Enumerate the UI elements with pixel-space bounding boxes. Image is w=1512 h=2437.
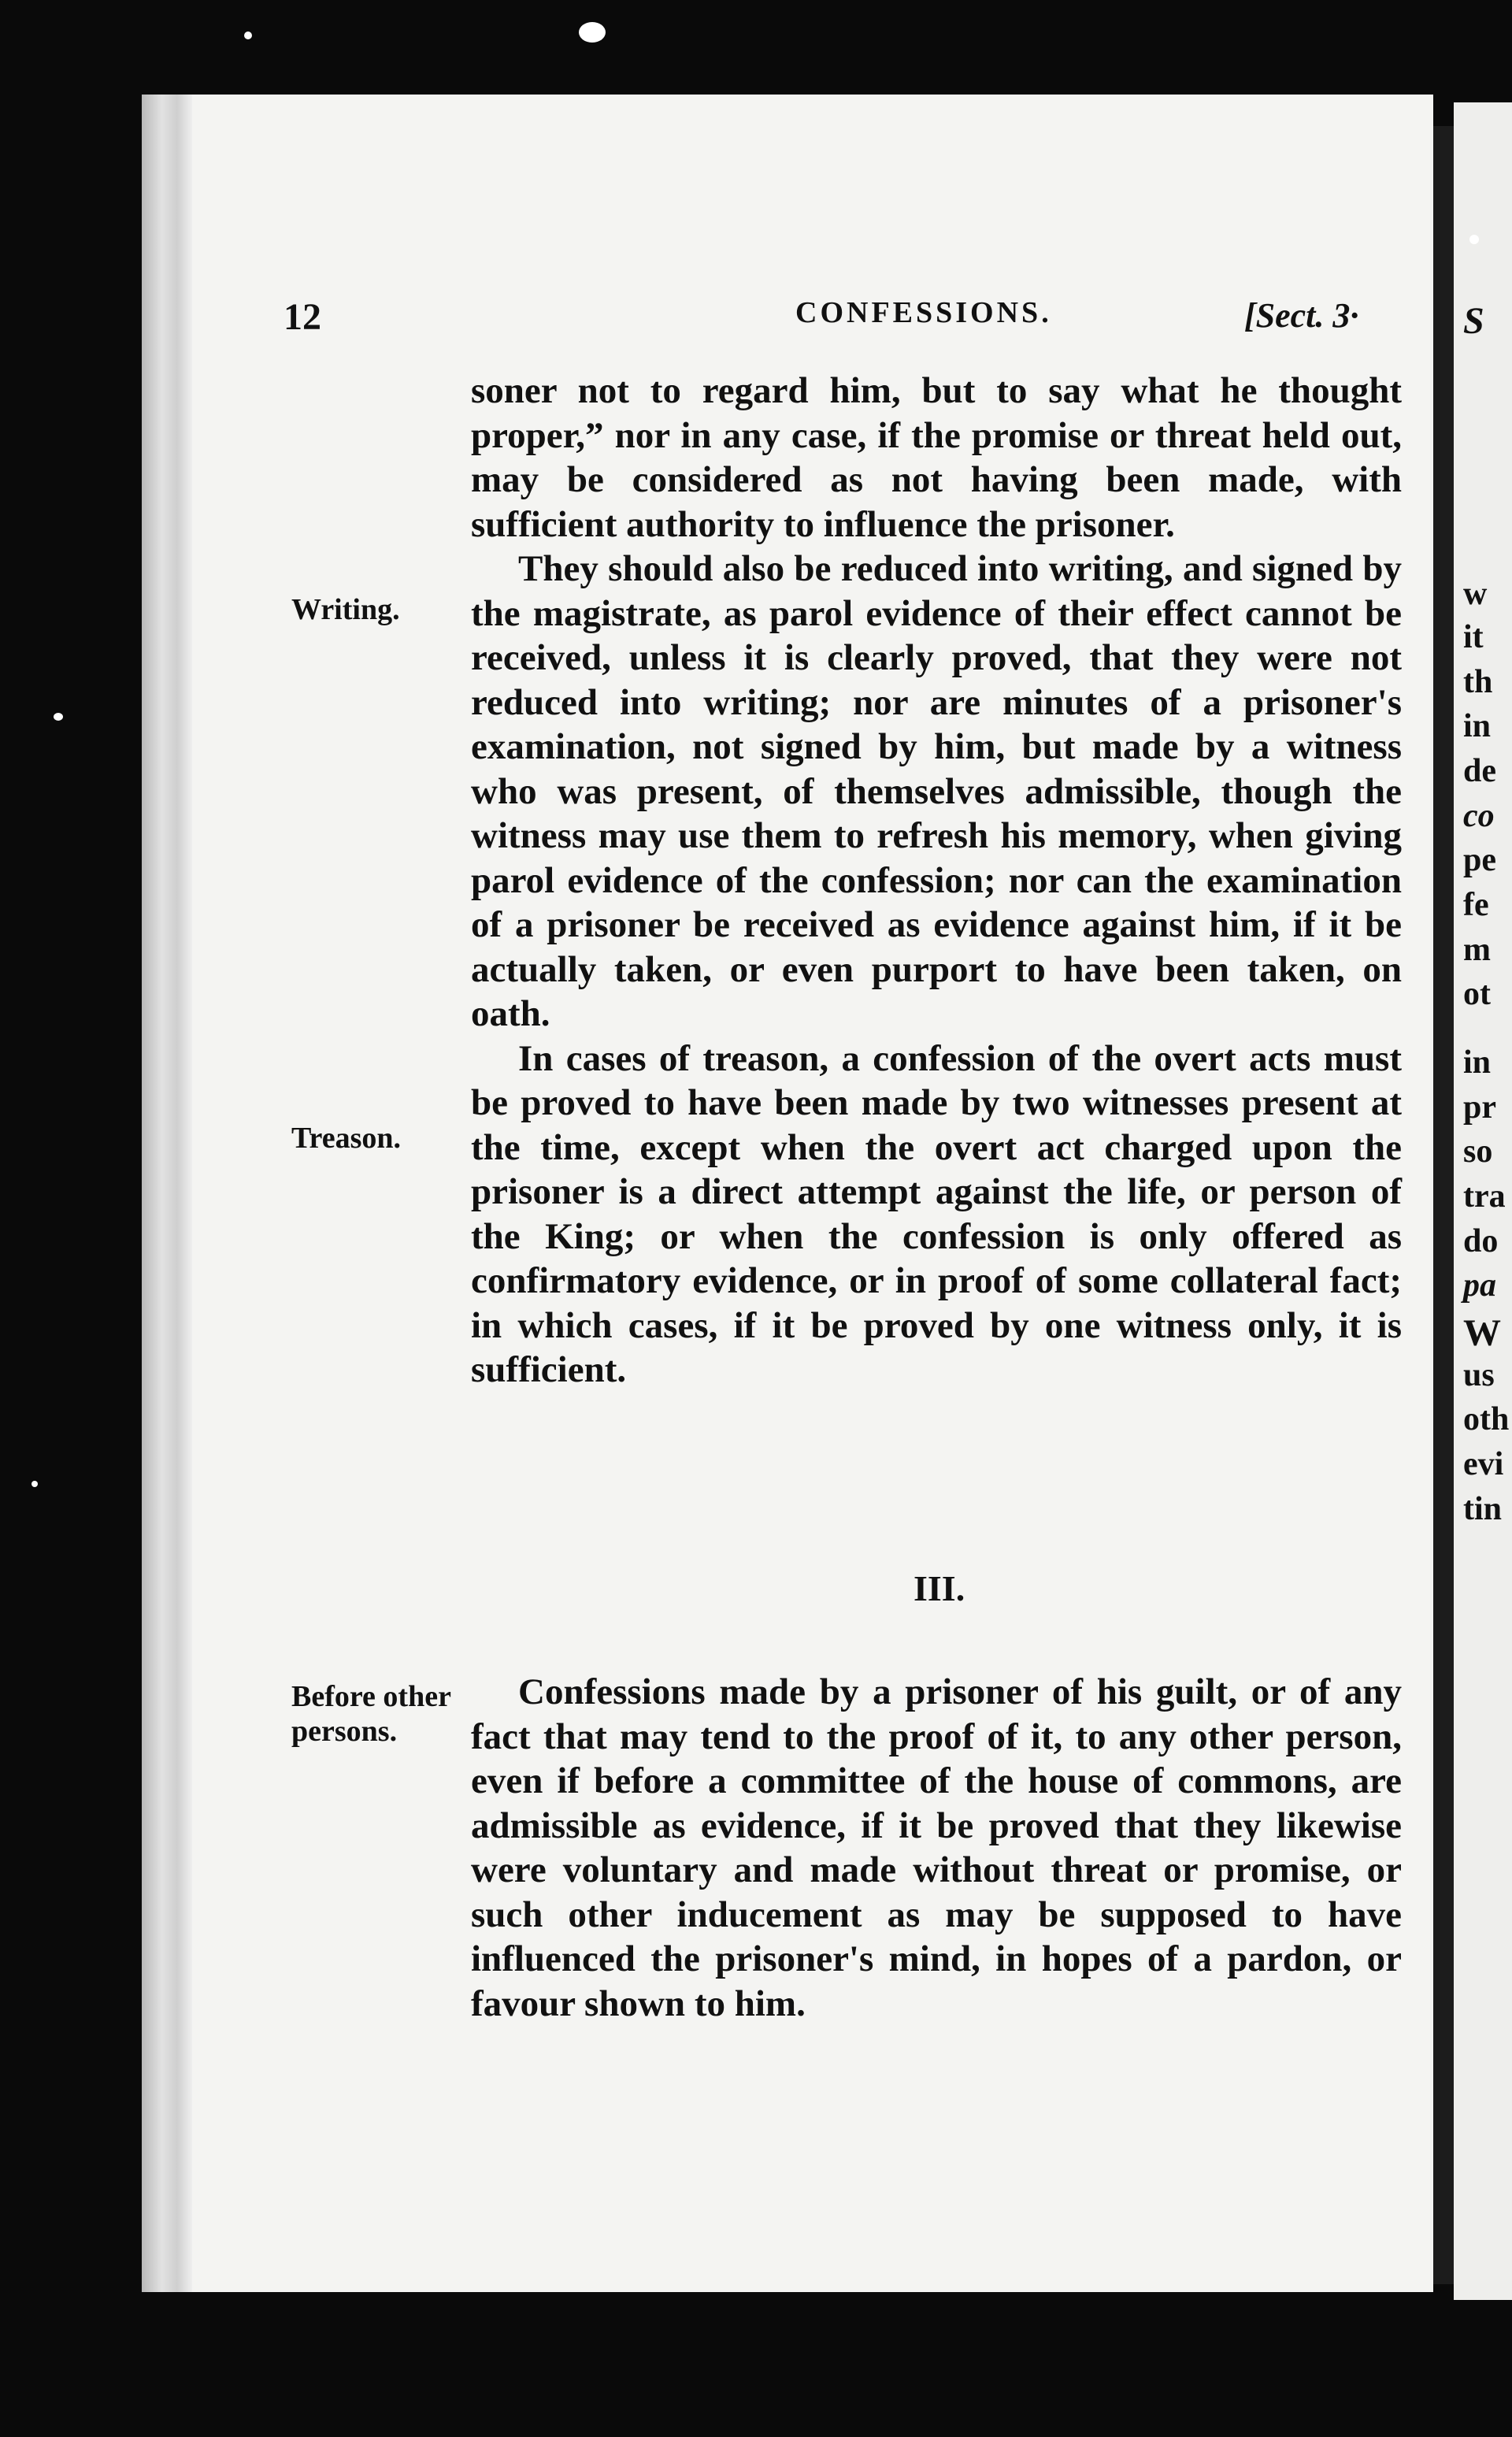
adjacent-fragment: pr (1463, 1089, 1496, 1126)
page-number: 12 (284, 296, 321, 338)
scan-speck (54, 713, 63, 721)
adjacent-fragment: oth (1463, 1401, 1510, 1437)
paragraph-writing: They should also be reduced into writing, and signed by the magistrate, as parol evidence of their effect cannot be received, unless it is clearly proved, that they were not reduced into writing; nor are minutes of a prisoner's examination, not signed by him, but made by a witness who was present, of themselves admissible, though the witness may use them to refresh his memory, when giving parol evidence of the confession; nor can the examination of a prisoner be received as evidence against him, if it be actually taken, or even purport to have been taken, on oath. (471, 548, 1402, 1034)
adjacent-fragment: so (1463, 1133, 1493, 1170)
adjacent-fragment: evi (1463, 1446, 1504, 1482)
paragraph-treason: In cases of treason, a confession of the overt acts must be proved to have been made by two witnesses present at the time, except when the overt act charged upon the prisoner is a direct attempt against the life, or person of the King; or when the confession is only offered as confirmatory evidence, or in proof of some collateral fact; in which cases, if it be proved by one witness only, it is sufficient. (471, 1037, 1402, 1390)
margin-note-writing: Writing. (291, 593, 400, 626)
adjacent-fragment: pa (1463, 1267, 1496, 1304)
adjacent-fragment: do (1463, 1223, 1499, 1259)
adjacent-fragment: th (1463, 664, 1493, 700)
adjacent-fragment: w (1463, 576, 1488, 612)
adjacent-fragment: tin (1463, 1491, 1503, 1527)
adjacent-fragment: tra (1463, 1178, 1506, 1215)
paragraph-continuation: soner not to regard him, but to say what he thought proper,” nor in any case, if the promise or threat held out, may be considered as not having been made, with sufficient authority to influence the prisoner. (471, 370, 1402, 545)
adjacent-fragment: fe (1463, 887, 1489, 923)
scan-speck (244, 32, 252, 39)
margin-note-before-other-persons: Before other persons. (291, 1680, 451, 1748)
adjacent-fragment: us (1463, 1357, 1495, 1393)
adjacent-fragment: pe (1463, 842, 1496, 878)
book-spine-edge (142, 95, 192, 2292)
text-block-bottom (471, 1670, 1402, 2026)
scan-speck (32, 1481, 38, 1487)
section-numeral: III. (914, 1568, 965, 1608)
adjacent-fragment: co (1463, 798, 1495, 834)
adjacent-fragment: in (1463, 1044, 1492, 1081)
adjacent-fragment: ot (1463, 976, 1491, 1012)
scan-speck (1469, 235, 1479, 244)
adjacent-fragment: m (1463, 932, 1491, 968)
page-gutter (1433, 126, 1454, 2284)
scan-speck (579, 22, 606, 43)
adjacent-page-edge (1454, 102, 1512, 2300)
running-title: CONFESSIONS. (795, 296, 1052, 329)
adjacent-fragment: S (1463, 300, 1484, 342)
adjacent-fragment: in (1463, 708, 1492, 744)
section-label: [Sect. 3· (1244, 296, 1359, 335)
adjacent-fragment: de (1463, 753, 1496, 789)
margin-note-treason: Treason. (291, 1122, 401, 1155)
adjacent-fragment: W (1463, 1312, 1501, 1354)
adjacent-fragment: it (1463, 619, 1484, 655)
paragraph-before-other-persons: Confessions made by a prisoner of his guilt, or of any fact that may tend to the proof of it, to any other person, even if before a committee of the house of commons, are admissible as evidence, if it be proved that they likewise were voluntary and made without threat or promise, or such other inducement as may be supposed to have influenced the prisoner's mind, in hopes of a pardon, or favour shown to him. (471, 1671, 1402, 2024)
text-block-top (471, 369, 1402, 1393)
